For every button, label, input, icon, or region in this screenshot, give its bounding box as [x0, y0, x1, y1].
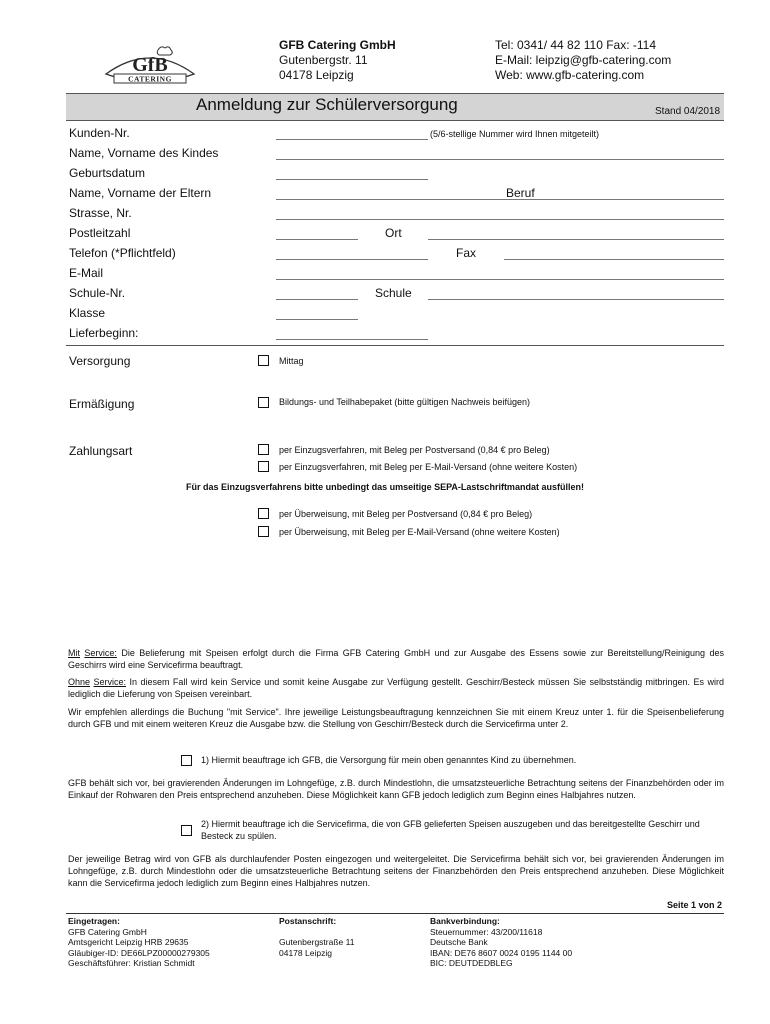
footer-col-bank [430, 916, 572, 969]
field-ort[interactable] [428, 239, 724, 240]
checkbox-auftrag-servicefirma[interactable] [181, 825, 192, 836]
footer-col1-line: Amtsgericht Leipzig HRB 29635 [68, 937, 189, 947]
checkbox-mittag[interactable] [258, 355, 269, 366]
label-kunden-nr: Kunden-Nr. [69, 126, 130, 140]
checkbox-ueberweisung-post[interactable] [258, 508, 269, 519]
field-kunden-nr[interactable] [276, 139, 428, 140]
mit-label-b: Service: [84, 648, 117, 658]
terms-empfehlung: Wir empfehlen allerdings die Buchung "mit Service". Ihre jeweilige Leistungsbeauftragung kennzeichnen Sie mit einem Kreuz unter 1. für die Speisenbelieferung durch GFB und mit einem weiteren Kreuz die Ausgabe bzw. die Stellung von Geschirr/Besteck durch die Servicefirma unter 2. [68, 707, 724, 729]
terms-betrag: Der jeweilige Betrag wird von GFB als durchlaufender Posten eingezogen und weitergeleitet. Die Servicefirma behält sich vor, bei gravierenden Änderungen im Lohngefüge, z.B. durch Mindestlohn oder die umsatzsteuerliche Betrachtung seitens der Finanzbehörden den Preis entsprechend anzuheben. Diese Möglichkeit kann die Servicefirma jedoch lediglich zum Beginn eines Halbjahres nutzen. [68, 854, 724, 888]
footer-col2-spacer [279, 927, 354, 938]
label-telefon: Telefon (*Pflichtfeld) [69, 246, 176, 260]
field-strasse[interactable] [276, 219, 724, 220]
ohne-label-a: Ohne [68, 677, 91, 687]
footer-col3-line: Steuernummer: 43/200/11618 [430, 926, 543, 937]
checkbox-bildungspaket[interactable] [258, 397, 269, 408]
field-schule-nr[interactable] [276, 299, 358, 300]
terms-ohne-service [68, 676, 724, 700]
option-einzug-email: per Einzugsverfahren, mit Beleg per E-Mail-Versand (ohne weitere Kosten) [279, 462, 578, 472]
checkbox-ueberweisung-email[interactable] [258, 526, 269, 537]
label-versorgung: Versorgung [69, 354, 131, 368]
company-street: Gutenbergstr. 11 [279, 53, 368, 67]
option-auftrag-gfb: 1) Hiermit beauftrage ich GFB, die Versorgung für mein oben genanntes Kind zu übernehmen. [201, 755, 577, 765]
field-email[interactable] [276, 279, 724, 280]
field-klasse[interactable] [276, 319, 358, 320]
mit-text: Die Belieferung mit Speisen erfolgt durch die Firma GFB Catering GmbH und zur Ausgabe des Essens sowie zur Bereitstellung/Reinigung des Geschirrs wird eine Servicefirma beauftragt. [68, 648, 724, 670]
footer-col3-line: BIC: DEUTDEDBLEG [430, 958, 513, 968]
logo-text: GfB [132, 54, 168, 76]
footer-col2-heading: Postanschrift: [279, 916, 337, 926]
field-lieferbeginn[interactable] [276, 339, 428, 340]
field-schule[interactable] [428, 299, 724, 300]
checkbox-einzug-email[interactable] [258, 461, 269, 472]
field-plz[interactable] [276, 239, 358, 240]
company-address [279, 38, 396, 83]
footer-col-registered [68, 916, 210, 969]
field-name-kind[interactable] [276, 159, 724, 160]
footer-col1-line: Geschäftsführer: Kristian Schmidt [68, 958, 195, 968]
company-contact [495, 38, 671, 83]
label-fax: Fax [456, 246, 477, 260]
footer-col-postal [279, 916, 354, 958]
footer-rule [66, 913, 724, 914]
label-name-eltern: Name, Vorname der Eltern [69, 186, 212, 200]
terms-mit-service [68, 647, 724, 671]
version-stand: Stand 04/2018 [655, 106, 721, 117]
label-lieferbeginn: Lieferbeginn: [69, 326, 139, 340]
label-schule: Schule [375, 286, 412, 300]
kunden-nr-hint: (5/6-stellige Nummer wird Ihnen mitgeteilt) [430, 129, 600, 139]
label-ermaessigung: Ermäßigung [69, 397, 135, 411]
option-mittag: Mittag [279, 356, 304, 366]
footer-col3-heading: Bankverbindung: [430, 916, 500, 926]
section-divider [66, 345, 724, 346]
option-bildungspaket: Bildungs- und Teilhabepaket (bitte gültigen Nachweis beifügen) [279, 397, 530, 407]
label-email: E-Mail [69, 266, 104, 280]
label-beruf: Beruf [506, 186, 535, 200]
option-ueberweisung-post: per Überweisung, mit Beleg per Postversand (0,84 € pro Beleg) [279, 509, 533, 519]
footer-col1-line: GFB Catering GmbH [68, 926, 147, 937]
footer-col2-line: 04178 Leipzig [279, 947, 332, 958]
checkbox-auftrag-gfb[interactable] [181, 755, 192, 766]
label-name-kind: Name, Vorname des Kindes [69, 146, 219, 160]
field-telefon[interactable] [276, 259, 428, 260]
sepa-note: Für das Einzugsverfahrens bitte unbedingt das umseitige SEPA-Lastschriftmandat ausfüllen! [186, 482, 584, 492]
option-ueberweisung-email: per Überweisung, mit Beleg per E-Mail-Versand (ohne weitere Kosten) [279, 527, 560, 537]
footer-col3-line: Deutsche Bank [430, 937, 488, 947]
company-phone: Tel: 0341/ 44 82 110 Fax: -114 [495, 38, 656, 52]
label-zahlungsart: Zahlungsart [69, 444, 133, 458]
footer-col1-heading: Eingetragen: [68, 916, 120, 926]
company-email: E-Mail: leipzig@gfb-catering.com [495, 53, 672, 67]
footer-col3-line: IBAN: DE76 8607 0024 0195 1144 00 [430, 947, 573, 958]
page-number: Seite 1 von 2 [666, 900, 722, 910]
field-geburtsdatum[interactable] [276, 179, 428, 180]
gfb-logo [100, 44, 200, 88]
label-schule-nr: Schule-Nr. [69, 286, 126, 300]
page-title: Anmeldung zur Schülerversorgung [196, 95, 458, 114]
gfb-logo-graphic [100, 44, 200, 88]
option-auftrag-servicefirma: 2) Hiermit beauftrage ich die Servicefirma, die von GFB gelieferten Speisen auszugeben und das bereitgestellte Geschirr und Besteck zu spülen. [201, 819, 700, 841]
logo-sub: CATERING [128, 74, 172, 84]
ohne-label-b: Service: [93, 677, 127, 687]
ohne-text: In diesem Fall wird kein Service und somit keine Ausgabe zur Verfügung gestellt. Geschirr/Besteck müssen Sie selbstständig mitbringen. Es wird lediglich die Lieferung von Speisen vereinbart. [68, 677, 724, 699]
label-plz: Postleitzahl [69, 226, 131, 240]
field-name-eltern[interactable] [276, 199, 724, 200]
checkbox-einzug-post[interactable] [258, 444, 269, 455]
mit-label-a: Mit [68, 648, 80, 658]
company-web: Web: www.gfb-catering.com [495, 68, 645, 82]
option-einzug-post: per Einzugsverfahren, mit Beleg per Postversand (0,84 € pro Beleg) [279, 445, 550, 455]
label-ort: Ort [385, 226, 402, 240]
footer-col2-line: Gutenbergstraße 11 [279, 937, 355, 947]
terms-gfb-vorbehalt: GFB behält sich vor, bei gravierenden Änderungen im Lohngefüge, z.B. durch Mindestlohn, die umsatzsteuerliche Betrachtung seitens der Finanzbehörden oder im Einkauf der Rohwaren den Preis entsprechend anzuheben. Diese Möglichkeit kann GFB jedoch lediglich zum Beginn eines Halbjahres nutzen. [68, 778, 724, 800]
company-name: GFB Catering GmbH [279, 38, 396, 52]
label-geburtsdatum: Geburtsdatum [69, 166, 146, 180]
footer-col1-line: Gläubiger-ID: DE66LPZ00000279305 [68, 947, 210, 958]
label-strasse: Strasse, Nr. [69, 206, 132, 220]
field-fax[interactable] [504, 259, 724, 260]
company-city: 04178 Leipzig [279, 68, 354, 82]
label-klasse: Klasse [69, 306, 106, 320]
